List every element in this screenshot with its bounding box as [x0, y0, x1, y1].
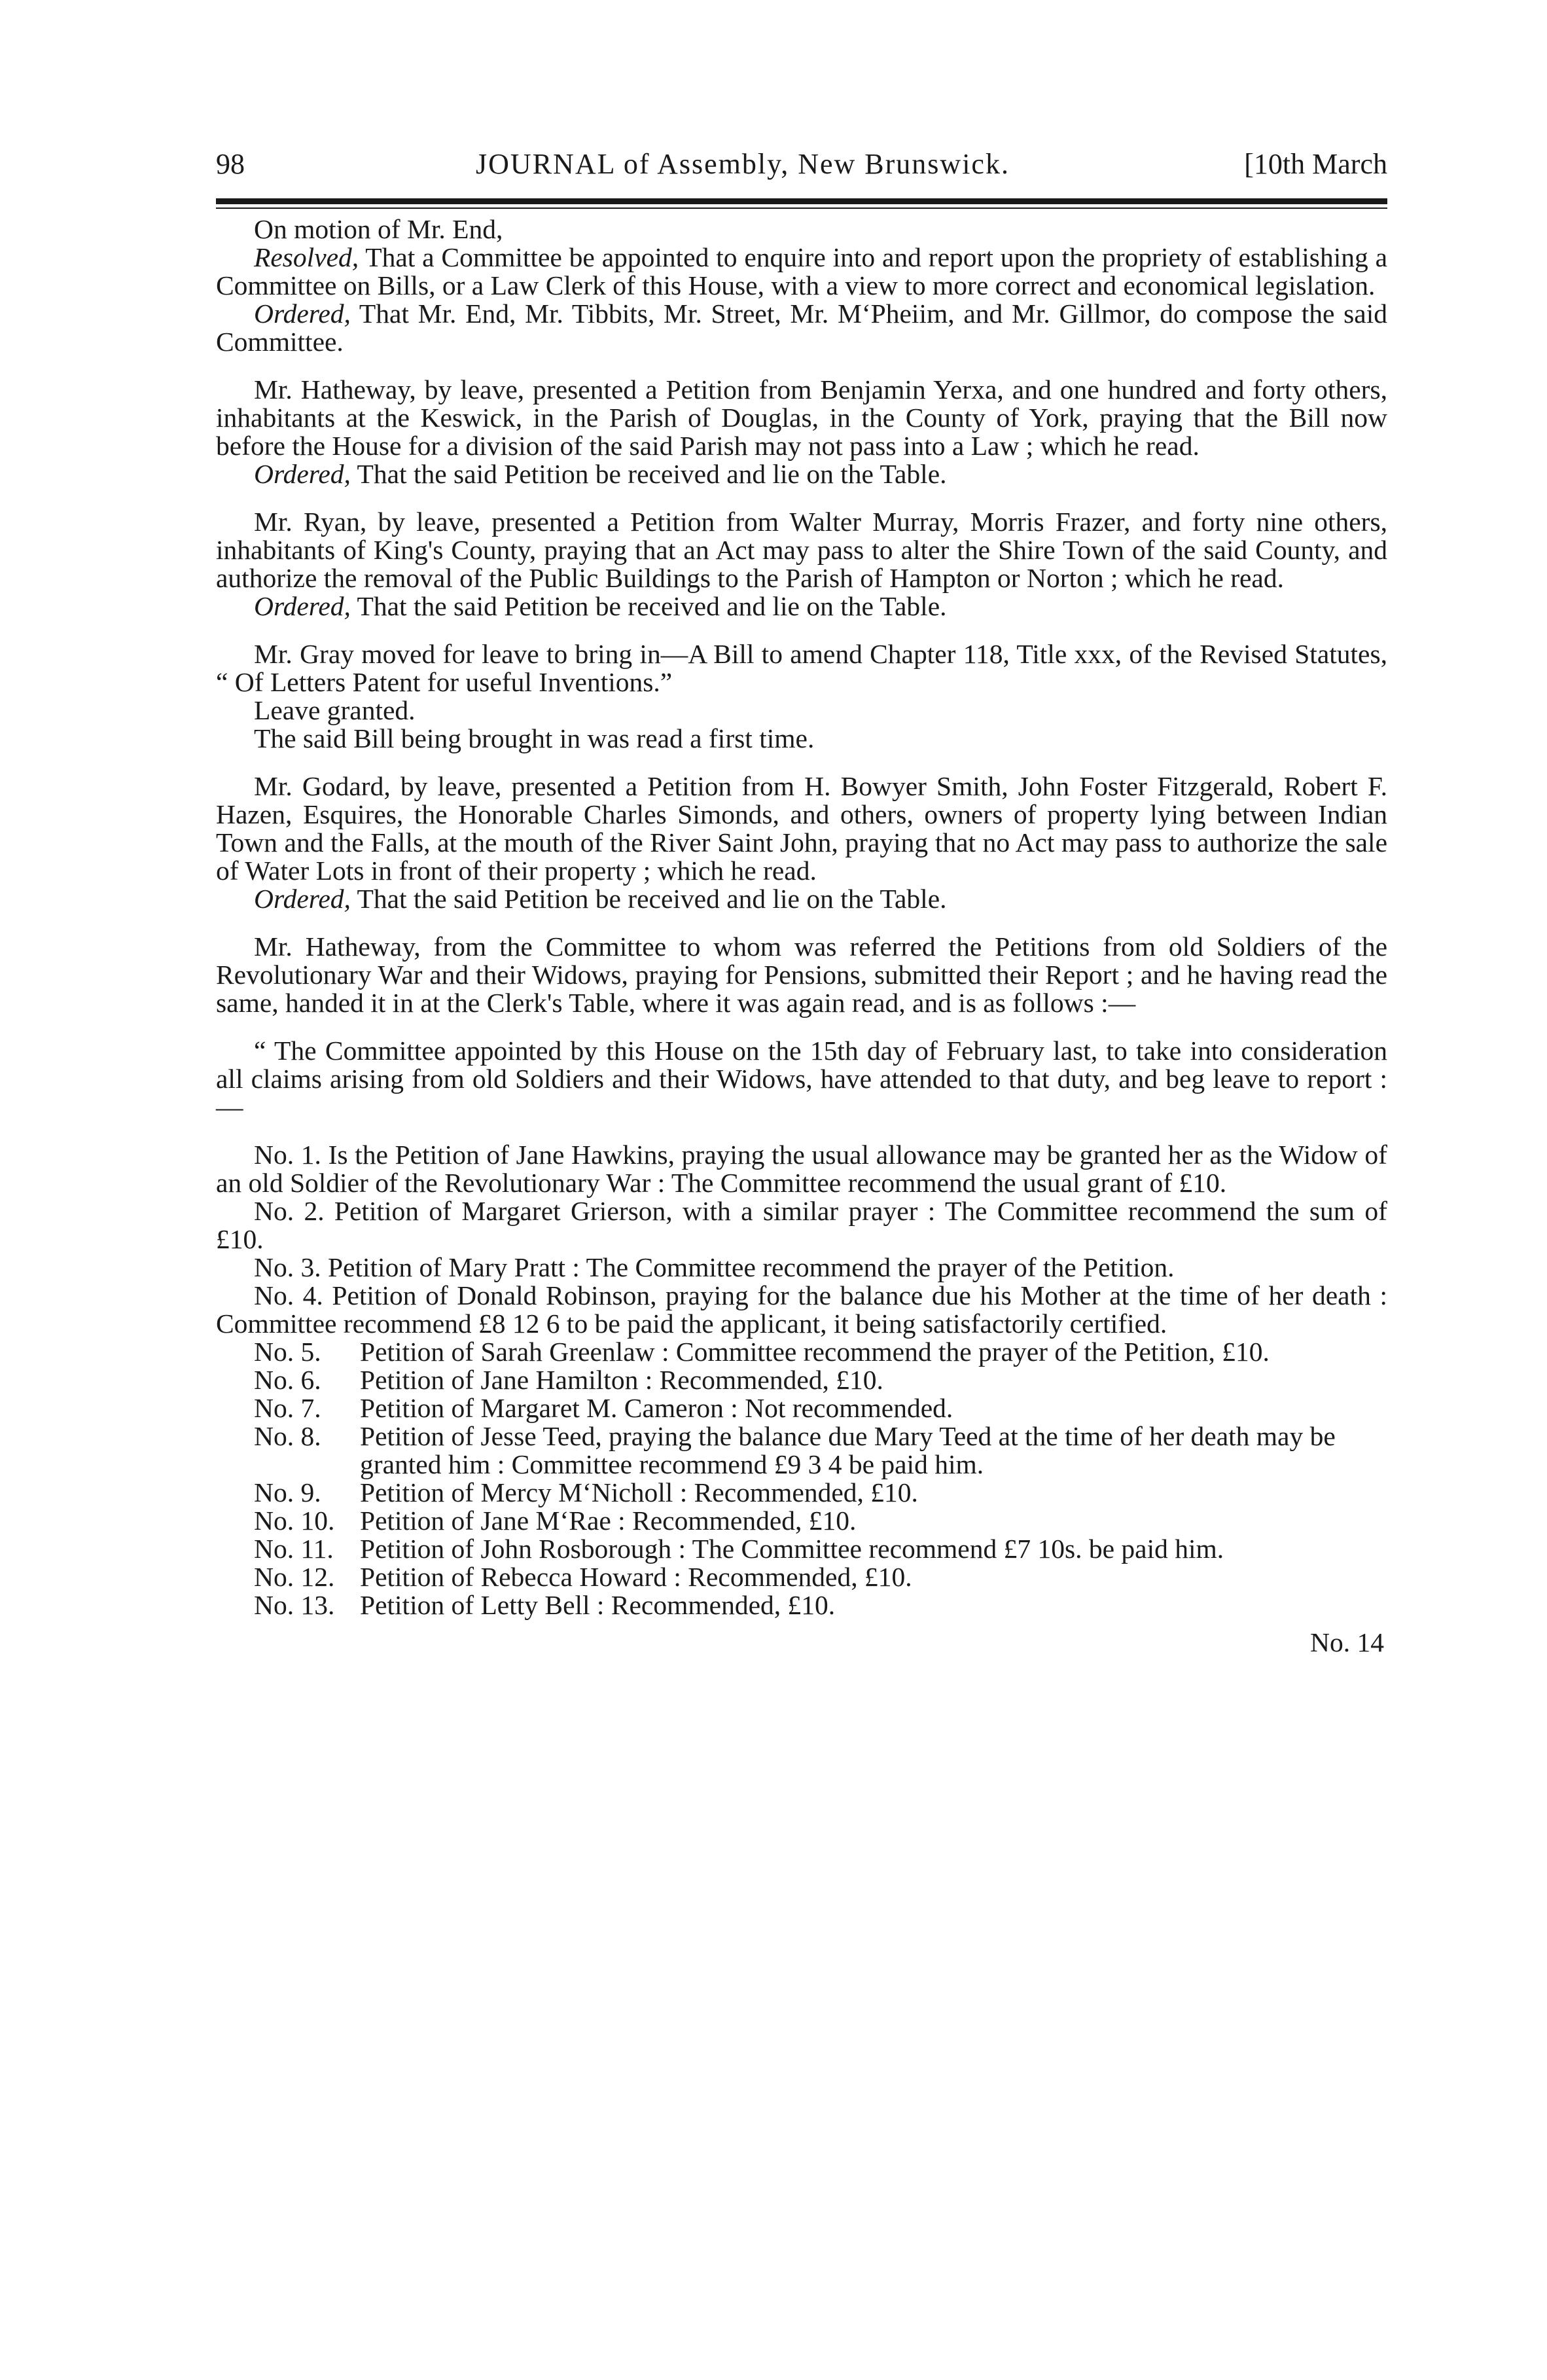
running-header [216, 147, 1387, 193]
list-item: No. 7. Petition of Margaret M. Cameron : Not recommended. [254, 1393, 953, 1423]
list-item: No. 9. Petition of Mercy M‘Nicholl : Recommended, £10. [254, 1477, 918, 1507]
paragraph: “ The Committee appointed by this House on the 15th day of February last, to take into consideration all claims arising from old Soldiers and their Widows, have attended to that duty, and beg leave to report :— [216, 1036, 1387, 1122]
paragraph: The said Bill being brought in was read a first time. [254, 723, 815, 753]
ordered-lead: Ordered, [254, 298, 351, 329]
list-item: No. 6. Petition of Jane Hamilton : Recommended, £10. [254, 1365, 883, 1395]
ordered-lead: Ordered, [254, 459, 351, 489]
journal-title: JOURNAL of Assembly, New Brunswick. [476, 148, 1010, 180]
list-item: No. 10. Petition of Jane M‘Rae : Recommended, £10. [254, 1506, 857, 1536]
list-item: No. 13. Petition of Letty Bell : Recommended, £10. [254, 1590, 836, 1620]
header-rule-thin [216, 207, 1387, 209]
header-rule-thick [216, 198, 1387, 204]
paragraph: Resolved, That a Committee be appointed to enquire into and report upon the propriety of establishing a Committee on Bills, or a Law Clerk of this House, with a view to more correct and economical legislation. [216, 242, 1387, 300]
paragraph: On motion of Mr. End, [254, 214, 503, 244]
ordered-lead: Ordered, [254, 884, 351, 914]
paragraph: Ordered, That Mr. End, Mr. Tibbits, Mr. Street, Mr. M‘Pheiim, and Mr. Gillmor, do compose the said Committee. [216, 298, 1387, 357]
page-number: 98 [216, 148, 245, 180]
paragraph: Mr. Ryan, by leave, presented a Petition from Walter Murray, Morris Frazer, and forty nine others, inhabitants of King's County, praying that an Act may pass to alter the Shire Town of the said County, and authorize the removal of the Public Buildings to the Parish of Hampton or Norton ; which he read. [216, 507, 1387, 593]
list-item: No. 12. Petition of Rebecca Howard : Recommended, £10. [254, 1562, 912, 1592]
journal-page [216, 147, 1387, 1657]
list-item: No. 11. Petition of John Rosborough : The Committee recommend £7 10s. be paid him. [254, 1534, 1224, 1564]
paragraph: Mr. Godard, by leave, presented a Petition from H. Bowyer Smith, John Foster Fitzgerald, Robert F. Hazen, Esquires, the Honorable Charles Simonds, and others, owners of property lying between Indian Town and the Falls, at the mouth of the River Saint John, praying that no Act may pass to authorize the sale of Water Lots in front of their property ; which he read. [216, 771, 1387, 886]
paragraph: No. 2. Petition of Margaret Grierson, with a similar prayer : The Committee recommend the sum of £10. [216, 1196, 1387, 1254]
ordered-lead: Ordered, [254, 591, 351, 621]
paragraph: No. 1. Is the Petition of Jane Hawkins, praying the usual allowance may be granted her as the Widow of an old Soldier of the Revolutionary War : The Committee recommend the usual grant of £10. [216, 1140, 1387, 1198]
journal-body [216, 215, 1387, 1657]
paragraph: Mr. Hatheway, from the Committee to whom was referred the Petitions from old Soldiers of the Revolutionary War and their Widows, praying for Pensions, submitted their Report ; and he having read the same, handed it in at the Clerk's Table, where it was again read, and is as follows :— [216, 931, 1387, 1018]
paragraph: No. 4. Petition of Donald Robinson, praying for the balance due his Mother at the time of her death : Committee recommend £8 12 6 to be paid the applicant, it being satisfactorily certified. [216, 1280, 1387, 1339]
resolved-lead: Resolved, [254, 242, 359, 272]
catchword: No. 14 [1310, 1627, 1384, 1657]
paragraph: No. 3. Petition of Mary Pratt : The Committee recommend the prayer of the Petition. [254, 1252, 1175, 1282]
paragraph: Mr. Hatheway, by leave, presented a Petition from Benjamin Yerxa, and one hundred and forty others, inhabitants at the Keswick, in the Parish of Douglas, in the County of York, praying that the Bill now before the House for a division of the said Parish may not pass into a Law ; which he read. [216, 374, 1387, 461]
paragraph: Ordered, That the said Petition be received and lie on the Table. [254, 591, 947, 621]
paragraph: Mr. Gray moved for leave to bring in—A Bill to amend Chapter 118, Title xxx, of the Revised Statutes, “ Of Letters Patent for useful Inventions.” [216, 639, 1387, 697]
list-item: No. 8. Petition of Jesse Teed, praying the balance due Mary Teed at the time of her death may be granted him : Committee recommend £9 3 4 be paid him. [254, 1421, 1336, 1479]
header-date: [10th March [1244, 148, 1387, 180]
paragraph: Ordered, That the said Petition be received and lie on the Table. [254, 884, 947, 914]
list-item: No. 5. Petition of Sarah Greenlaw : Committee recommend the prayer of the Petition, £10. [254, 1337, 1270, 1367]
paragraph: Leave granted. [254, 695, 416, 725]
paragraph: Ordered, That the said Petition be received and lie on the Table. [254, 459, 947, 489]
